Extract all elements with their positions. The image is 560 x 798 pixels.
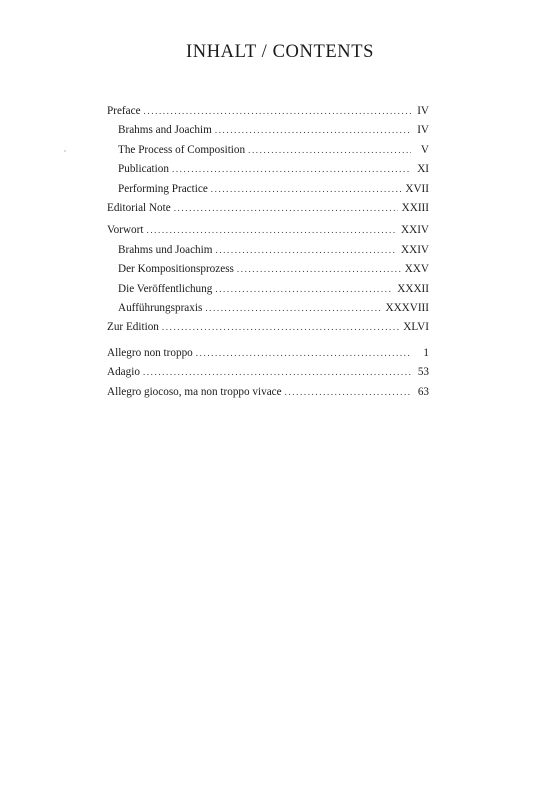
- dot-leader: [215, 241, 397, 260]
- toc-entry-kompositionsprozess[interactable]: [107, 260, 429, 279]
- toc-entry-auffuehrungspraxis[interactable]: [107, 299, 429, 318]
- dot-leader: [248, 141, 411, 160]
- toc-entry-performing-practice[interactable]: [107, 180, 429, 199]
- toc-entry-label: Allegro non troppo: [107, 347, 193, 359]
- toc-entry-process-of-composition[interactable]: [107, 141, 429, 160]
- dot-leader: [162, 318, 399, 337]
- toc-entry-page: XXXII: [397, 282, 429, 295]
- toc-entry-label: Die Veröffentlichung: [118, 282, 213, 295]
- toc-entry-page: XLVI: [403, 321, 429, 334]
- toc-entry-allegro-non-troppo[interactable]: [107, 344, 429, 363]
- toc-entry-label: Performing Practice: [118, 182, 208, 195]
- toc-entry-zur-edition[interactable]: [107, 318, 429, 337]
- toc-entry-label: Brahms und Joachim: [118, 243, 213, 256]
- toc-entry-adagio[interactable]: [107, 363, 429, 382]
- toc-entry-allegro-giocoso[interactable]: [107, 383, 429, 402]
- toc-entry-label: Preface: [107, 105, 141, 117]
- dot-leader: [196, 344, 411, 363]
- dot-leader: [215, 121, 411, 140]
- toc-entry-page: IV: [417, 124, 429, 137]
- dot-leader: [144, 102, 411, 121]
- toc-entry-page: XXIV: [401, 224, 429, 237]
- dot-leader: [211, 180, 402, 199]
- toc-entry-publication[interactable]: [107, 160, 429, 179]
- toc-entry-vorwort[interactable]: [107, 221, 429, 240]
- toc-entry-preface[interactable]: [107, 102, 429, 121]
- dot-leader: [146, 221, 397, 240]
- toc-entry-label: Brahms and Joachim: [118, 124, 212, 137]
- dot-leader: [174, 199, 398, 218]
- toc-entry-page: XXIII: [401, 201, 429, 214]
- toc-entry-label: Editorial Note: [107, 201, 171, 214]
- toc-entry-page: 63: [417, 385, 429, 398]
- toc-entry-page: XXIV: [401, 243, 429, 256]
- toc-entry-page: XI: [417, 163, 429, 176]
- dot-leader: [205, 299, 381, 318]
- toc-entry-label: Vorwort: [107, 224, 144, 237]
- toc-entry-label: Allegro giocoso, ma non troppo vivace: [107, 385, 282, 398]
- toc-entry-page: IV: [417, 105, 429, 117]
- dot-leader: [143, 363, 411, 382]
- toc-entry-label: Publication: [118, 163, 169, 176]
- dot-leader: [215, 280, 393, 299]
- dot-leader: [172, 160, 411, 179]
- toc-entry-label: Zur Edition: [107, 321, 159, 334]
- toc-entry-veroeffentlichung[interactable]: [107, 280, 429, 299]
- toc-entry-editorial-note[interactable]: [107, 199, 429, 218]
- page-title: INHALT / CONTENTS: [185, 42, 374, 62]
- toc-entry-label: The Process of Composition: [118, 143, 246, 156]
- paper-speck: [64, 150, 66, 152]
- toc-entry-label: Aufführungspraxis: [118, 301, 203, 314]
- toc-entry-page: V: [420, 143, 429, 156]
- toc-entry-page: XXXVIII: [385, 301, 429, 314]
- toc-entry-brahms-und-joachim[interactable]: [107, 241, 429, 260]
- toc-entry-label: Der Kompositionsprozess: [118, 263, 234, 276]
- dot-leader: [285, 383, 411, 402]
- toc-entry-page: XXV: [404, 263, 429, 276]
- toc-entry-page: 53: [417, 366, 429, 379]
- toc-movements: [107, 344, 429, 402]
- toc-entry-brahms-and-joachim[interactable]: [107, 121, 429, 140]
- toc-entry-page: XVII: [405, 182, 429, 195]
- dot-leader: [237, 260, 401, 279]
- toc-front-matter: [107, 102, 429, 338]
- toc-entry-label: Adagio: [107, 366, 140, 379]
- toc-entry-page: 1: [423, 347, 429, 359]
